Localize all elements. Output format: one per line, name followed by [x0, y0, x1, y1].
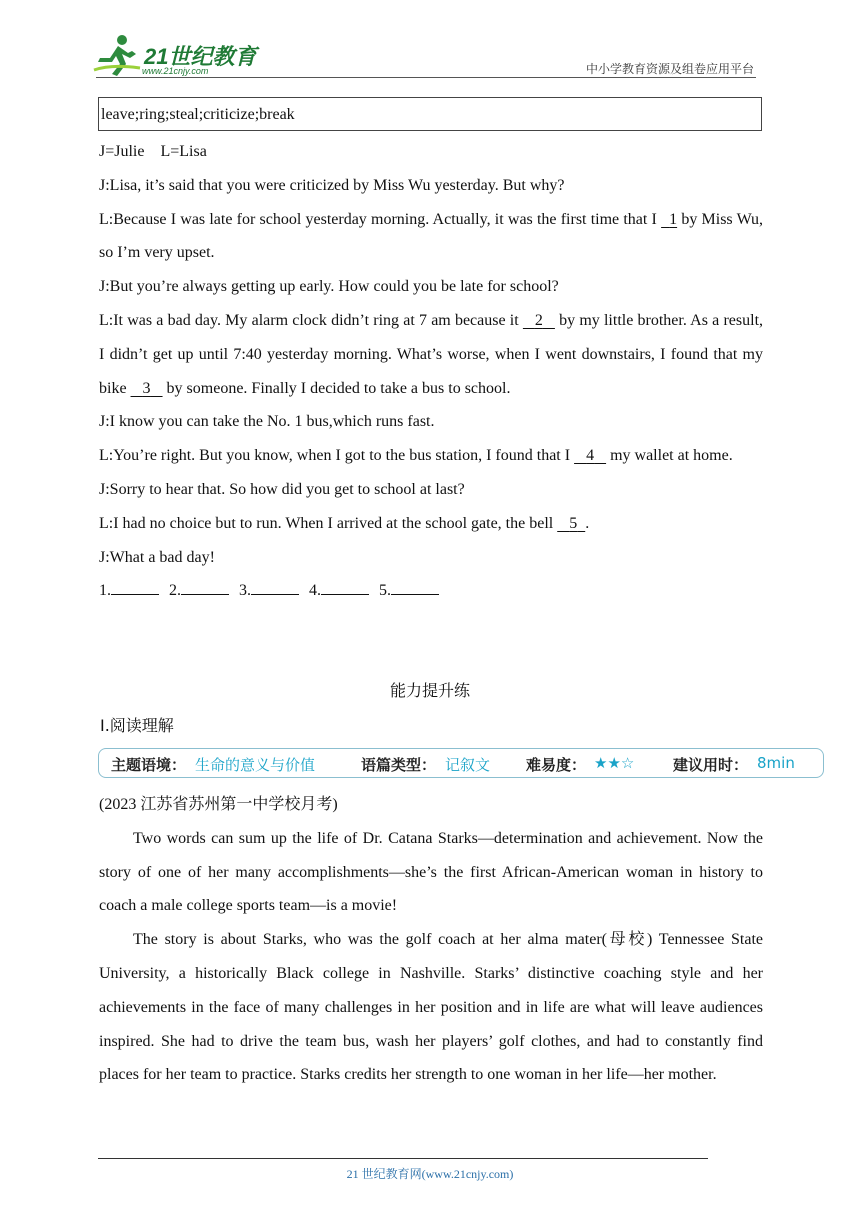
dialogue-line [99, 304, 763, 405]
answer-field-2[interactable] [181, 580, 229, 595]
runner-logo-icon [92, 34, 144, 78]
dialogue-line: J:But you’re always getting up early. How could you be late for school? [99, 278, 559, 296]
genre-label: 语篇类型： [361, 756, 437, 774]
dialogue-line: J:I know you can take the No. 1 bus,which runs fast. [99, 413, 435, 431]
answer-label: 3. [239, 582, 251, 600]
dialogue-key: J=Julie L=Lisa [99, 143, 207, 160]
reading-passage [99, 788, 763, 1092]
footer-link[interactable]: 21 世纪教育网(www.21cnjy.com) [346, 1167, 514, 1181]
difficulty-stars-icon: ★★☆ [594, 754, 635, 772]
difficulty-label: 难易度： [526, 756, 587, 774]
answer-field-3[interactable] [251, 580, 299, 595]
time-label: 建议用时： [673, 756, 749, 774]
theme-value: 生命的意义与价值 [195, 756, 316, 774]
passage-paragraph: The story is about Starks, who was the golf coach at her alma mater(母校) Tennessee State University, a historically Black college in Nashville. Starks’ distinctive coaching style and her achievements in the face of many challenges in her position and in life are what will leave audiences inspired. She had to drive the team bus, wash her players’ golf clothes, and had to constantly find places for her team to practice. Starks credits her strength to one woman in her life—her mother. [99, 931, 763, 1084]
dialogue-line: J:Sorry to hear that. So how did you get to school at last? [99, 480, 465, 498]
section-title: 能力提升练 [389, 681, 470, 700]
answer-field-4[interactable] [321, 580, 369, 595]
blank-1[interactable]: 1 [669, 210, 678, 228]
time-value: 8min [757, 754, 795, 772]
header-divider [96, 77, 756, 78]
answer-label: 4. [309, 582, 321, 600]
answer-label: 1. [99, 582, 111, 600]
dialogue-line [99, 507, 763, 541]
answer-label: 5. [379, 582, 391, 600]
dialogue-text: . [585, 514, 590, 532]
blank-4[interactable]: 4 [586, 447, 595, 465]
blank-3[interactable]: 3 [142, 379, 151, 397]
passage-info-bar [98, 748, 824, 778]
dialogue-text: L:Because I was late for school yesterday morning. Actually, it was the first time that I [99, 210, 657, 228]
dialogue-text: L:You’re right. But you know, when I got to the bus station, I found that I [99, 447, 571, 465]
platform-title: 中小学教育资源及组卷应用平台 [585, 62, 754, 76]
site-logo[interactable] [92, 34, 262, 80]
theme-label: 主题语境： [111, 756, 187, 774]
footer-divider [98, 1158, 708, 1159]
dialogue-text: by Miss Wu, so I’m very upset. [99, 210, 764, 262]
part-title: Ⅰ.阅读理解 [100, 716, 174, 735]
page-header [0, 0, 860, 80]
genre-value: 记叙文 [445, 756, 491, 774]
passage-source: (2023 江苏省苏州第一中学校月考) [99, 796, 338, 813]
logo-url: www.21cnjy.com [142, 66, 209, 76]
dialogue-text: my wallet at home. [610, 447, 733, 465]
dialogue-line: J:Lisa, it’s said that you were criticized by Miss Wu yesterday. But why? [99, 176, 565, 194]
dialogue-text: by my little brother. As a result, I didn’t get up until 7:40 yesterday morning. What’s worse, when I went downstairs, I found that my bike [99, 311, 764, 397]
answer-label: 2. [169, 582, 181, 600]
dialogue-section [99, 135, 763, 608]
blank-2[interactable]: 2 [534, 311, 543, 329]
answer-field-5[interactable] [391, 580, 439, 595]
passage-paragraph: Two words can sum up the life of Dr. Catana Starks—determination and achievement. Now the story of one of her many accomplishments—she’s the first African-American woman in history to coach a male college sports team—is a movie! [99, 829, 763, 915]
logo-text: 21世纪教育 [144, 44, 257, 69]
dialogue-text: by someone. Finally I decided to take a bus to school. [166, 379, 511, 397]
dialogue-line [99, 203, 763, 271]
dialogue-line: J:What a bad day! [99, 548, 215, 566]
dialogue-line [99, 439, 763, 473]
word-bank-box: leave;ring;steal;criticize;break [98, 97, 762, 131]
answer-row [99, 574, 763, 608]
dialogue-text: L:I had no choice but to run. When I arrived at the school gate, the bell [99, 514, 554, 532]
blank-5[interactable]: 5 [569, 514, 578, 532]
dialogue-text: L:It was a bad day. My alarm clock didn’t ring at 7 am because it [99, 311, 519, 329]
answer-field-1[interactable] [111, 580, 159, 595]
